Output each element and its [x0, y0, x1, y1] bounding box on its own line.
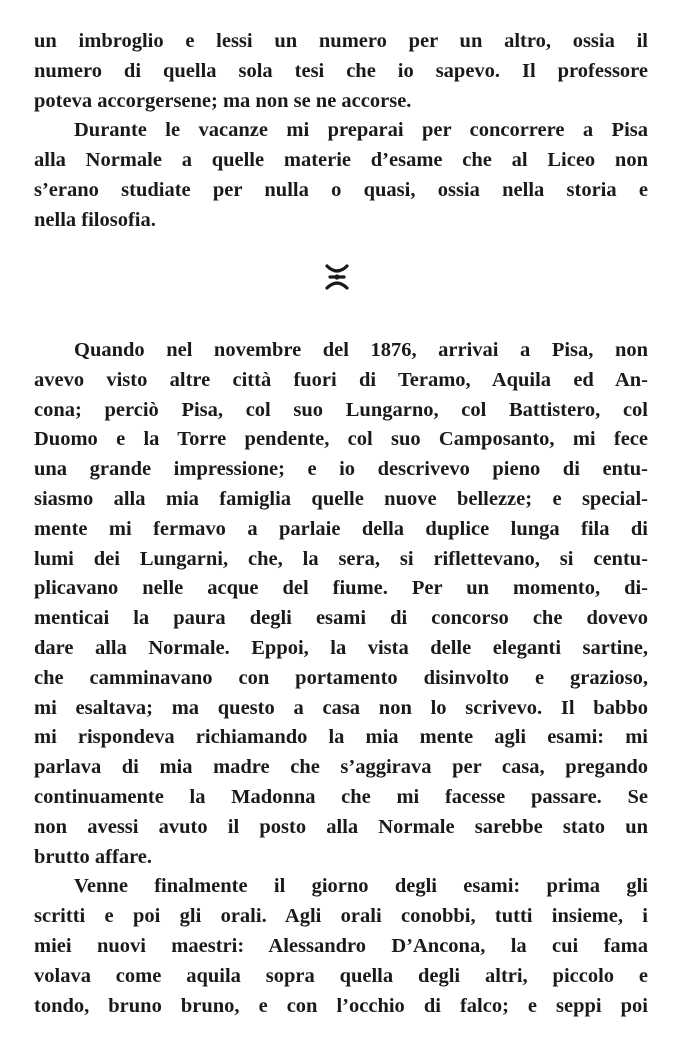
text-line: non avessi avuto il posto alla Normale sarebbe stato un — [34, 815, 648, 838]
text-line: Quando nel novembre del 1876, arrivai a Pisa, non — [74, 339, 648, 361]
text-line: siasmo alla mia famiglia quelle nuove bellezze; e special- — [34, 487, 648, 510]
text-section-2 — [34, 336, 648, 1021]
text-line: menticai la paura degli esami di concorso che dovevo — [34, 607, 648, 630]
text-line: cona; perciò Pisa, col suo Lungarno, col Battistero, col — [34, 398, 648, 421]
text-line: parlava di mia madre che s’aggirava per casa, pregando — [34, 756, 648, 779]
text-line: una grande impressione; e io descrivevo pieno di entu- — [34, 458, 648, 481]
text-line: volava come aquila sopra quella degli altri, piccolo e — [34, 964, 648, 987]
text-line: che camminavano con portamento disinvolto e grazioso, — [34, 666, 648, 689]
text-line: poteva accorgersene; ma non se ne accorse. — [34, 89, 412, 112]
text-line: avevo visto altre città fuori di Teramo, Aquila ed An- — [34, 368, 648, 391]
text-line: Duomo e la Torre pendente, col suo Camposanto, mi fece — [34, 428, 648, 451]
text-line: mi rispondeva richiamando la mia mente agli esami: mi — [34, 726, 648, 749]
text-line: mente mi fermavo a parlaie della duplice lunga fila di — [34, 517, 648, 540]
text-line: tondo, bruno bruno, e con l’occhio di falco; e seppi poi — [34, 994, 648, 1017]
section-ornament-icon — [322, 262, 352, 292]
text-line: dare alla Normale. Eppoi, la vista delle eleganti sartine, — [34, 636, 648, 659]
text-line: s’erano studiate per nulla o quasi, ossia nella storia e — [34, 178, 648, 201]
text-line: nella filosofia. — [34, 208, 156, 231]
text-line: lumi dei Lungarni, che, la sera, si riflettevano, si centu- — [34, 547, 648, 570]
text-line: Venne finalmente il giorno degli esami: prima gli — [74, 875, 648, 898]
text-line: miei nuovi maestri: Alessandro D’Ancona, la cui fama — [34, 934, 648, 957]
text-line: Durante le vacanze mi preparai per concorrere a Pisa — [74, 119, 648, 142]
text-line: alla Normale a quelle materie d’esame che al Liceo non — [34, 149, 648, 172]
text-line: mi esaltava; ma questo a casa non lo scrivevo. Il babbo — [34, 696, 648, 719]
text-line: numero di quella sola tesi che io sapevo. Il professore — [34, 59, 648, 82]
text-line: brutto affare. — [34, 845, 153, 868]
text-line: continuamente la Madonna che mi facesse passare. Se — [34, 785, 648, 808]
text-section-1 — [34, 27, 648, 236]
text-line: un imbroglio e lessi un numero per un altro, ossia il — [34, 30, 648, 52]
text-line: plicavano nelle acque del fiume. Per un momento, di- — [34, 577, 648, 600]
text-line: scritti e poi gli orali. Agli orali conobbi, tutti insieme, i — [34, 905, 648, 928]
